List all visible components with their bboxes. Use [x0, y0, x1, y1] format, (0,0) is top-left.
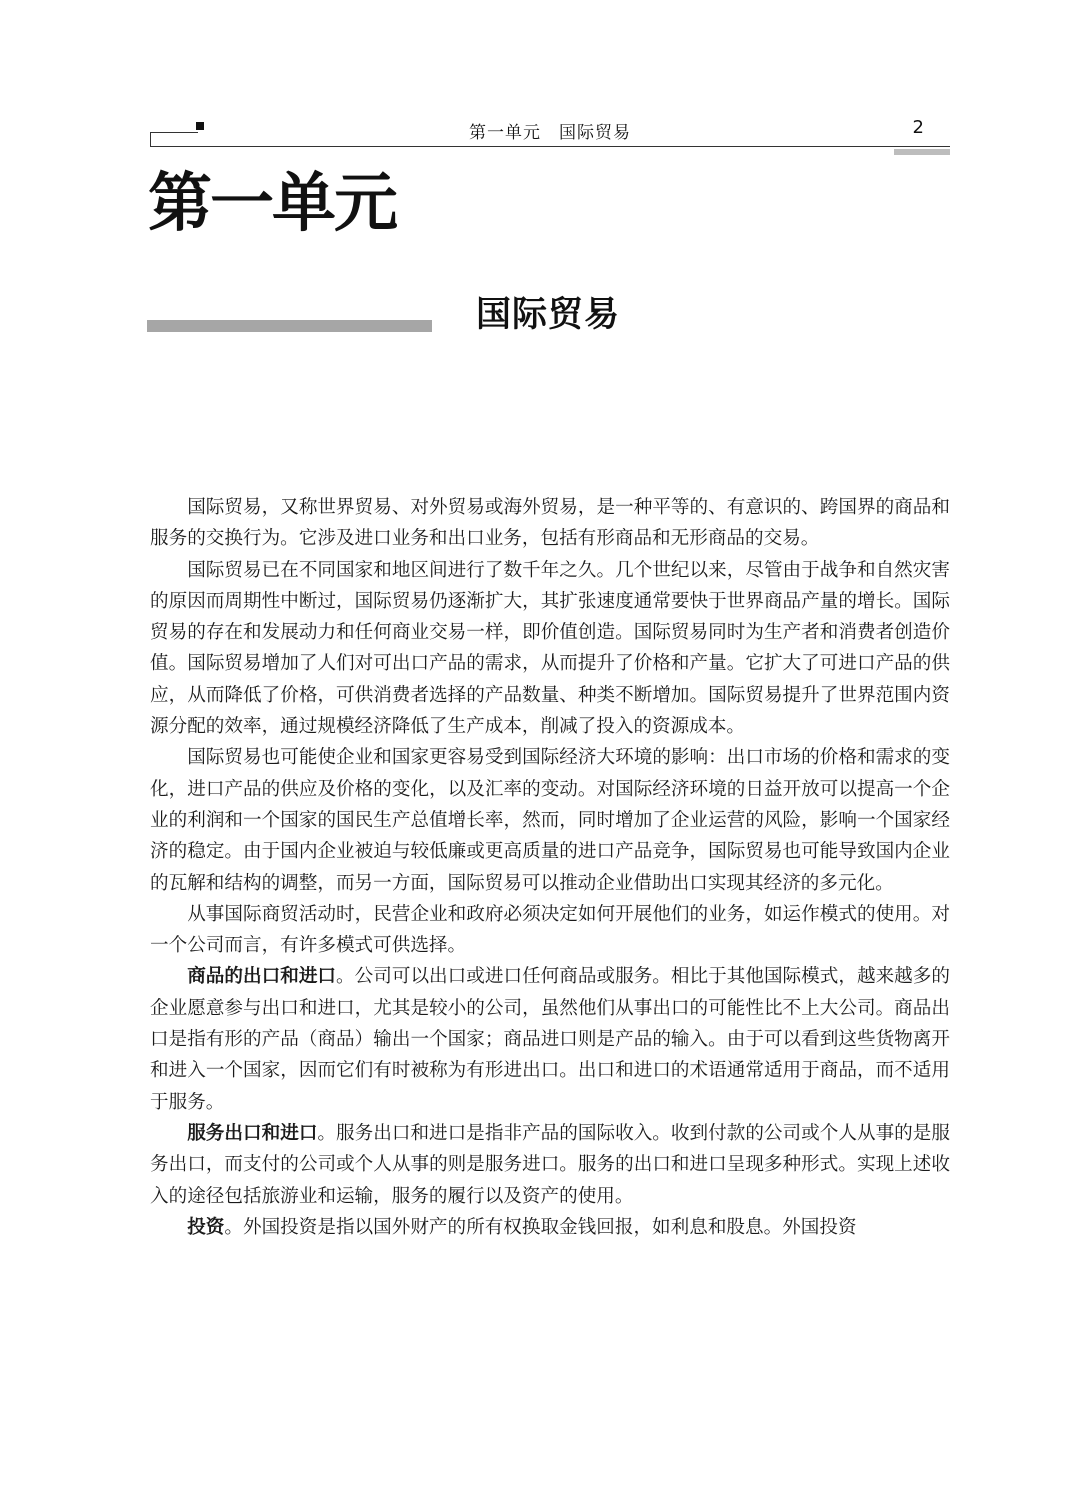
paragraph-term: 投资: [187, 1216, 225, 1238]
paragraph-text: 国际贸易也可能使企业和国家更容易受到国际经济大环境的影响：出口市场的价格和需求的变化，进口产品的供应及价格的变化，以及汇率的变动。对国际经济环境的日益开放可以提高一个企业的利润和一个国家的国民生产总值增长率，然而，同时增加了企业运营的风险，影响一个国家经济的稳定。由于国内企业被迫与较低廉或更高质量的进口产品竞争，国际贸易也可能导致国内企业的瓦解和结构的调整，而另一方面，国际贸易可以推动企业借助出口实现其经济的多元化。: [150, 747, 950, 894]
chapter-subtitle: 国际贸易: [476, 295, 621, 335]
paragraph-4: [150, 899, 950, 962]
chapter-divider-bar: [147, 320, 432, 332]
running-title: 第一单元 国际贸易: [469, 123, 631, 143]
paragraph-6: [150, 1118, 950, 1212]
paragraph-term: 商品的出口和进口: [187, 966, 337, 988]
paragraph-3: [150, 742, 950, 898]
paragraph-5: [150, 961, 950, 1117]
paragraph-text: 。公司可以出口或进口任何商品或服务。相比于其他国际模式，越来越多的企业愿意参与出口和进口，尤其是较小的公司，虽然他们从事出口的可能性比不上大公司。商品出口是指有形的产品（商品）输出一个国家；商品进口则是产品的输入。由于可以看到这些货物离开和进入一个国家，因而它们有时被称为有形进出口。出口和进口的术语通常适用于商品，而不适用于服务。: [150, 966, 950, 1113]
header-accent-bar: [894, 149, 950, 155]
paragraph-2: [150, 555, 950, 743]
running-header: [150, 112, 950, 148]
header-rule: [150, 146, 950, 147]
paragraph-text: 。服务出口和进口是指非产品的国际收入。收到付款的公司或个人从事的是服务出口，而支付的公司或个人从事的则是服务进口。服务的出口和进口呈现多种形式。实现上述收入的途径包括旅游业和运输，服务的履行以及资产的使用。: [150, 1122, 950, 1207]
paragraph-text: 国际贸易，又称世界贸易、对外贸易或海外贸易，是一种平等的、有意识的、跨国界的商品和服务的交换行为。它涉及进口业务和出口业务，包括有形商品和无形商品的交易。: [150, 497, 950, 550]
page-number: 2: [912, 117, 924, 138]
paragraph-7: [150, 1212, 950, 1243]
paragraph-text: 从事国际商贸活动时，民营企业和政府必须决定如何开展他们的业务，如运作模式的使用。对一个公司而言，有许多模式可供选择。: [150, 903, 950, 957]
paragraph-term: 服务出口和进口: [187, 1122, 318, 1144]
paragraph-text: 。外国投资是指以国外财产的所有权换取金钱回报，如利息和股息。外国投资: [224, 1216, 857, 1238]
chapter-title: 第一单元: [148, 166, 396, 241]
body-text: [150, 492, 950, 1243]
paragraph-text: 国际贸易已在不同国家和地区间进行了数千年之久。几个世纪以来，尽管由于战争和自然灾害的原因而周期性中断过，国际贸易仍逐渐扩大，其扩张速度通常要快于世界商品产量的增长。国际贸易的存在和发展动力和任何商业交易一样，即价值创造。国际贸易同时为生产者和消费者创造价值。国际贸易增加了人们对可出口产品的需求，从而提升了价格和产量。它扩大了可进口产品的供应，从而降低了价格，可供消费者选择的产品数量、种类不断增加。国际贸易提升了世界范围内资源分配的效率，通过规模经济降低了生产成本，削减了投入的资源成本。: [150, 559, 950, 738]
paragraph-1: [150, 492, 950, 555]
